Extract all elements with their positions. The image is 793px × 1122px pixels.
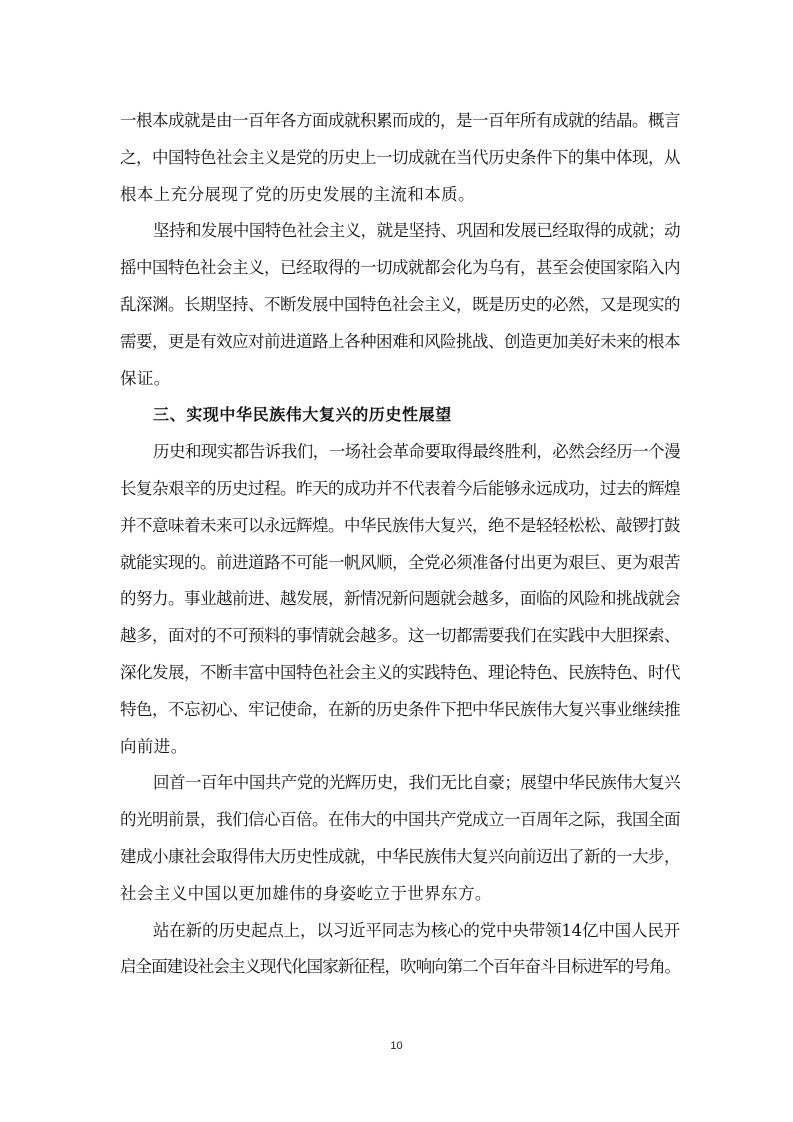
- text-line: 一根本成就是由一百年各方面成就积累而成的，是一百年所有成就的结晶。概言: [120, 111, 680, 130]
- page-number: 10: [390, 1040, 403, 1052]
- text-line: 并不意味着未来可以永远辉煌。中华民族伟大复兴，绝不是轻轻松松、敲锣打鼓: [120, 515, 680, 535]
- text-line: 摇中国特色社会主义，已经取得的一切成就都会化为乌有，甚至会使国家陷入内: [120, 258, 680, 278]
- text-line: 之，中国特色社会主义是党的历史上一切成就在当代历史条件下的集中体现，从: [120, 147, 680, 167]
- section-heading: 三、实现中华民族伟大复兴的历史性展望: [153, 405, 452, 425]
- text-line: 需要，更是有效应对前进道路上各种困难和风险挑战、创造更加美好未来的根本: [120, 331, 680, 351]
- text-line: 启全面建设社会主义现代化国家新征程，吹响向第二个百年奋斗目标进军的号角。: [120, 957, 680, 977]
- paragraph-first-line: 回首一百年中国共产党的光辉历史，我们无比自豪；展望中华民族伟大复兴: [153, 773, 680, 793]
- paragraph-first-line: 坚持和发展中国特色社会主义，就是坚持、巩固和发展已经取得的成就；动: [153, 221, 680, 241]
- text-line: 的光明前景，我们信心百倍。在伟大的中国共产党成立一百周年之际，我国全面: [120, 810, 680, 830]
- text-line: 的努力。事业越前进、越发展，新情况新问题就会越多，面临的风险和挑战就会: [120, 589, 680, 609]
- text-line: 乱深渊。长期坚持、不断发展中国特色社会主义，既是历史的必然，又是现实的: [120, 294, 680, 314]
- document-body: [120, 103, 680, 986]
- text-line: 根本上充分展现了党的历史发展的主流和本质。: [120, 184, 475, 204]
- text-line: 保证。: [120, 368, 171, 388]
- text-line: 越多，面对的不可预料的事情就会越多。这一切都需要我们在实践中大胆探索、: [120, 626, 680, 646]
- text-line: 特色，不忘初心、牢记使命，在新的历史条件下把中华民族伟大复兴事业继续推: [120, 699, 680, 719]
- text-line: 向前进。: [120, 736, 188, 756]
- text-line: 深化发展，不断丰富中国特色社会主义的实践特色、理论特色、民族特色、时代: [120, 662, 680, 682]
- text-line: 就能实现的。前进道路不可能一帆风顺，全党必须准备付出更为艰巨、更为艰苦: [120, 552, 680, 572]
- paragraph-first-line: 历史和现实都告诉我们，一场社会革命要取得最终胜利，必然会经历一个漫: [153, 442, 680, 462]
- text-line: 建成小康社会取得伟大历史性成就，中华民族伟大复兴向前迈出了新的一大步，: [120, 846, 680, 866]
- text-line: 长复杂艰辛的历史过程。昨天的成功并不代表着今后能够永远成功，过去的辉煌: [120, 478, 680, 498]
- paragraph-first-line: 站在新的历史起点上，以习近平同志为核心的党中央带领14亿中国人民开: [153, 920, 680, 940]
- text-line: 社会主义中国以更加雄伟的身姿屹立于世界东方。: [120, 883, 492, 903]
